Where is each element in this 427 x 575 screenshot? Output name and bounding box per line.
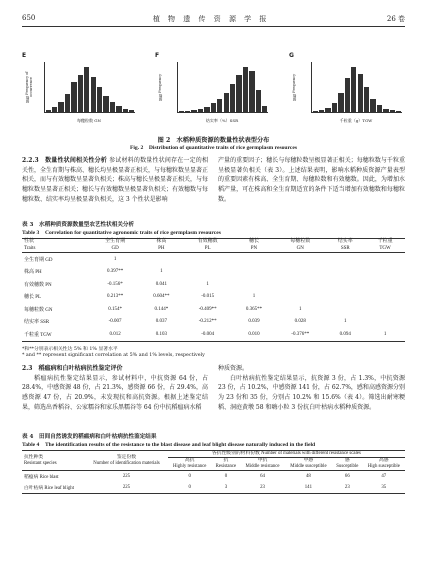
histogram-bar bbox=[332, 103, 337, 112]
table-cell bbox=[325, 253, 365, 266]
y-axis-label: 频数 Frequency bbox=[292, 73, 296, 101]
table-cell: 48 bbox=[305, 474, 311, 479]
header-cell-cn: 千粒重 bbox=[365, 239, 405, 246]
journal-title: 植 物 遗 传 资 源 学 报 bbox=[152, 15, 270, 23]
table-cell: -0.004 bbox=[183, 328, 233, 341]
volume-label: 26 卷 bbox=[386, 15, 405, 23]
table-cell bbox=[183, 253, 233, 266]
figure-caption-cn: 图 2 水稻种质资源的数量性状表型分布 bbox=[157, 137, 270, 144]
table-cell: 0.037 bbox=[155, 319, 167, 325]
table-cell bbox=[365, 316, 405, 329]
table-4 bbox=[22, 450, 405, 494]
table-row bbox=[22, 253, 405, 266]
table-cell: 每穗粒数 GN bbox=[24, 307, 53, 313]
table-cell: 0.039 bbox=[248, 319, 260, 325]
table-cell bbox=[275, 266, 325, 279]
histogram-bar bbox=[179, 111, 184, 112]
table-row bbox=[22, 482, 405, 494]
table-cell: 白叶枯病 Rice leaf blight bbox=[22, 482, 85, 494]
table-cell: 结实率 SSR bbox=[24, 320, 50, 326]
table-cell: -0.015 bbox=[201, 294, 215, 300]
table-cell: 1 bbox=[206, 281, 209, 287]
table-cell bbox=[365, 266, 405, 279]
figure-caption-en: Fig. 2 Distribution of quantitative traits of rice germplasm resources bbox=[129, 145, 298, 151]
histogram-bar bbox=[198, 109, 203, 112]
table-cell: 1 bbox=[299, 306, 302, 312]
table-cell bbox=[365, 303, 405, 316]
histogram-bar bbox=[390, 110, 395, 112]
table-row bbox=[22, 291, 405, 304]
table-cell: 1 bbox=[365, 328, 405, 341]
table-cell bbox=[365, 278, 405, 291]
histogram-panel-f bbox=[155, 52, 273, 130]
table-cell: 穗长 PL bbox=[24, 295, 42, 301]
header-cell-cn: 性状 bbox=[22, 239, 90, 246]
table-cell bbox=[233, 278, 275, 291]
table-cell: 225 bbox=[122, 474, 131, 479]
header-cell-en: PH bbox=[140, 246, 182, 253]
header-cell-en: GD bbox=[90, 246, 140, 253]
table-cell bbox=[325, 278, 365, 291]
plot-area bbox=[177, 62, 268, 113]
section-2-3-left bbox=[22, 364, 208, 413]
header-cell-cn: 穗长 bbox=[233, 239, 275, 246]
col-resistant-species: 抗性种类 Resistant species bbox=[22, 451, 85, 471]
table-header-cn bbox=[22, 239, 405, 246]
table-cell: 千粒重 TGW bbox=[22, 328, 90, 341]
table-cell: 0.103 bbox=[140, 328, 182, 341]
histogram-bar bbox=[84, 67, 89, 112]
header-cell-cn: 株高 bbox=[140, 239, 182, 246]
header-cell-en: PN bbox=[233, 246, 275, 253]
table-cell: 141 bbox=[285, 482, 332, 494]
x-axis-label: 结实率（%）SSR bbox=[205, 118, 239, 123]
histogram-bar bbox=[65, 94, 70, 112]
table-row bbox=[22, 278, 405, 291]
table-row bbox=[22, 328, 405, 341]
header-cell-cn: 结实率 bbox=[325, 239, 365, 246]
table-cell: 47 bbox=[381, 474, 387, 479]
panel-label: G bbox=[289, 52, 294, 59]
histogram-bar bbox=[256, 90, 261, 112]
table3-caption-cn: 表 3 水稻种质资源数量型农艺性状相关分析 bbox=[22, 222, 135, 228]
table-cell bbox=[275, 278, 325, 291]
histogram-panel-e bbox=[22, 52, 140, 130]
level-header: 高抗 Highly resistance bbox=[168, 458, 212, 471]
header-cell-en: PL bbox=[183, 246, 233, 253]
level-header: 中感 Middle susceptible bbox=[285, 458, 332, 471]
table-cell: -0.376** bbox=[275, 328, 325, 341]
table-cell: 全生育期 GD bbox=[24, 257, 53, 263]
histogram-bar bbox=[52, 107, 57, 112]
histogram-bar bbox=[351, 67, 356, 112]
x-ticks bbox=[177, 113, 267, 117]
table-row bbox=[22, 266, 405, 279]
table-cell bbox=[275, 291, 325, 304]
table-cell: 0.397** bbox=[106, 269, 124, 275]
x-axis-label: 每穗粒数 GN bbox=[77, 118, 101, 123]
y-axis-label: 频数 Frequency of occurrence bbox=[25, 71, 33, 103]
table-cell bbox=[365, 291, 405, 304]
table-cell bbox=[325, 266, 365, 279]
table-cell: 0.154* bbox=[108, 306, 122, 312]
table-cell: 0.041 bbox=[155, 281, 167, 287]
histogram-bar bbox=[46, 110, 51, 112]
histogram-bar bbox=[364, 87, 369, 112]
histogram-bar bbox=[191, 110, 196, 112]
table-cell: 0 bbox=[188, 474, 191, 479]
level-header: 中抗 Middle resistance bbox=[240, 458, 284, 471]
table-cell bbox=[275, 253, 325, 266]
histogram-bar bbox=[236, 75, 241, 112]
table-cell: -0.007 bbox=[108, 319, 122, 325]
histogram-bar bbox=[243, 67, 248, 112]
table-cell: 0.010 bbox=[233, 328, 275, 341]
panel-label: E bbox=[22, 52, 27, 59]
histogram-bar bbox=[377, 105, 382, 112]
header-cell-en: GN bbox=[275, 246, 325, 253]
histogram-bar bbox=[224, 93, 229, 112]
table-cell bbox=[183, 266, 233, 279]
histogram-bar bbox=[319, 110, 324, 112]
table-cell: 稻瘟病 Rice blast bbox=[24, 475, 59, 480]
header-cell-cn: 每穗粒数 bbox=[275, 239, 325, 246]
table-cell bbox=[233, 266, 275, 279]
table-header-en bbox=[22, 246, 405, 253]
table-cell: 0 bbox=[224, 474, 228, 479]
header-cell-cn: 全生育期 bbox=[90, 239, 140, 246]
table-cell bbox=[140, 253, 182, 266]
level-header: 感 Susceptible bbox=[332, 458, 363, 471]
histogram-bar bbox=[204, 107, 209, 112]
histogram-panel-g bbox=[289, 52, 407, 130]
histogram-bar bbox=[110, 102, 115, 112]
histogram-bar bbox=[313, 111, 318, 112]
table-cell bbox=[365, 253, 405, 266]
table3-caption-en: Table 3 Correlation for quantitative agronomic traits of rice germplasm resources bbox=[22, 230, 221, 236]
table-cell: 1 bbox=[113, 256, 117, 262]
body-text: 参试材料的数量性状间存在一定的相关性，全生育期与株高、穗长均呈极显著正相关，与每穗粒数呈显著正相关，而与有效穗数呈显著负相关；株高与穗长呈极显著正相关，与每穗粒数呈显著正相关；穗长与有效穗数呈极显著负相关；有效穗数与每穗粒数、结实率均呈极显著负相关，这 3 个性状是影响 bbox=[22, 157, 209, 203]
body-text: 白叶枯病抗性鉴定结果显示，抗资源 3 份，占 1.3%，中抗资源 23 份，占 10.2%，中感资源 141 份，占 62.7%，感和高感资源分别为 23 份和 35 份，分别占 10.2% 和 15.6%（表 4）。筛选出耐寒粳稻、洞庭黄墩 58 和嗨小粒 3 份抗白叶枯病水稻种质资源。 bbox=[218, 374, 405, 411]
histogram-bar bbox=[103, 96, 108, 112]
histogram-bar bbox=[370, 99, 375, 112]
table-cell bbox=[233, 253, 275, 266]
table-cell bbox=[325, 303, 365, 316]
section-2-2-3-right bbox=[218, 156, 405, 205]
header-rule bbox=[22, 26, 405, 27]
header-cell-en: TGW bbox=[365, 246, 405, 253]
histogram-bar bbox=[78, 75, 83, 113]
histogram-bar bbox=[345, 78, 350, 112]
header-cell-en: Traits bbox=[22, 246, 90, 253]
table-cell: 3 bbox=[212, 482, 241, 494]
table-cell: 64 bbox=[260, 474, 265, 479]
table4-caption-en: Table 4 The identification results of the resistance to the blast disease and leaf blight disease naturally induced in the field bbox=[22, 442, 316, 448]
histogram-bar bbox=[185, 111, 190, 112]
table-cell bbox=[325, 291, 365, 304]
header-cell-en: SSR bbox=[325, 246, 365, 253]
histogram-bar bbox=[211, 103, 216, 112]
x-axis-label: 千粒重（g）TGW bbox=[339, 118, 373, 123]
histogram-bar bbox=[358, 74, 363, 112]
histogram-bar bbox=[338, 93, 343, 112]
histogram-bar bbox=[91, 77, 96, 112]
table-cell: 23 bbox=[240, 482, 284, 494]
section-heading: 2.3 稻瘟病和白叶枯病抗性鉴定评价 bbox=[22, 365, 123, 372]
table-cell: 23 bbox=[332, 482, 363, 494]
level-header: 高感 High susceptible bbox=[363, 458, 405, 471]
histogram-bar bbox=[249, 71, 254, 112]
histogram-bar bbox=[71, 82, 76, 112]
body-text: 稻瘟病抗性鉴定结果显示，参试材料中，中抗资源 64 份，占 28.4%，中感资源 48 份，占 21.3%，感资源 66 份，占 29.4%，高感资源 47 份，占 20.9%，未发现抗和高抗资源。根据上述鉴定结果，筛选出香稻谷、公家糯谷和家乐黑糯谷等 64 份中抗稻瘟病水稻 bbox=[22, 374, 208, 411]
level-header: 抗 Resistance bbox=[212, 458, 241, 471]
section-2-3-right bbox=[218, 364, 405, 413]
x-ticks bbox=[44, 113, 134, 117]
section-heading: 2.2.3 数量性状间相关性分析 bbox=[22, 157, 107, 164]
histogram-bar bbox=[97, 87, 102, 112]
histogram-bar bbox=[230, 84, 235, 112]
table-cell: 1 bbox=[344, 319, 347, 325]
running-header bbox=[22, 14, 405, 24]
table-cell: -0.212** bbox=[198, 319, 217, 325]
table-row bbox=[22, 471, 405, 483]
table3-note-en: * and ** represent significant correlation at 5% and 1% levels, respectively bbox=[22, 353, 205, 358]
table-cell: 株高 PH bbox=[24, 270, 42, 276]
histogram-bar bbox=[217, 99, 222, 112]
col-number-materials: 鉴定份数 Number of identification materials bbox=[85, 451, 168, 471]
body-text: 产量的重要因子；穗长与每穗粒数呈极显著正相关；每穗粒数与千粒重呈极显著负相关（表 3）。上述结果表明，影响水稻种质资源产量表型的重要因素有株高、全生育期、每穗粒数和有效穗数。因此，为增加水稻产量，可在株高和全生育期适宜的条件下适当增加有效穗数和每穗粒数。 bbox=[218, 157, 405, 203]
table3-note-cn: *和**分别表示相关性达 5% 和 1% 显著水平 bbox=[22, 347, 118, 352]
table-cell: -0.156* bbox=[107, 281, 123, 287]
table-3 bbox=[22, 238, 405, 342]
table-cell: 0.028 bbox=[294, 319, 306, 325]
table-cell: 225 bbox=[85, 482, 168, 494]
histogram-bar bbox=[129, 110, 134, 112]
histogram-bar bbox=[383, 109, 388, 112]
histogram-bar bbox=[116, 106, 121, 112]
col-group-header: 各抗性级别的材料份数 Number of materials with different resistance scales bbox=[168, 451, 405, 458]
plot-area bbox=[44, 62, 135, 113]
table-cell: -0.409** bbox=[198, 306, 217, 312]
table-cell: 1 bbox=[160, 269, 163, 275]
table-cell: 0.213** bbox=[106, 294, 124, 300]
x-ticks bbox=[311, 113, 401, 117]
panel-label: F bbox=[155, 52, 160, 59]
body-text: 种质资源。 bbox=[218, 365, 249, 372]
table-cell: 1 bbox=[252, 294, 256, 300]
header-cell-cn: 有效穗数 bbox=[183, 239, 233, 246]
table4-caption-cn: 表 4 田间自然诱发的稻瘟病和白叶枯病抗性鉴定结果 bbox=[22, 434, 157, 440]
table-row bbox=[22, 316, 405, 329]
table-row bbox=[22, 303, 405, 316]
section-2-2-3-left bbox=[22, 156, 208, 205]
y-axis-label: 频数 Frequency bbox=[158, 73, 162, 101]
table-cell: 0.094 bbox=[325, 328, 365, 341]
histogram-bar bbox=[123, 109, 128, 112]
histogram-bar bbox=[262, 106, 267, 112]
plot-area bbox=[311, 62, 402, 113]
histogram-bar bbox=[325, 108, 330, 112]
histogram-bar bbox=[58, 102, 63, 112]
histogram-bar bbox=[396, 111, 401, 112]
table-cell: 0.365** bbox=[245, 306, 263, 312]
table-cell: 66 bbox=[344, 474, 350, 479]
table-cell: 35 bbox=[363, 482, 405, 494]
table-cell: 0 bbox=[168, 482, 212, 494]
table-cell: 0.144* bbox=[154, 306, 169, 312]
table-cell: 0.604** bbox=[153, 294, 170, 300]
table-cell: 0.012 bbox=[90, 328, 140, 341]
page-number: 650 bbox=[22, 14, 36, 22]
table-cell: 有效穗数 PN bbox=[24, 282, 52, 288]
